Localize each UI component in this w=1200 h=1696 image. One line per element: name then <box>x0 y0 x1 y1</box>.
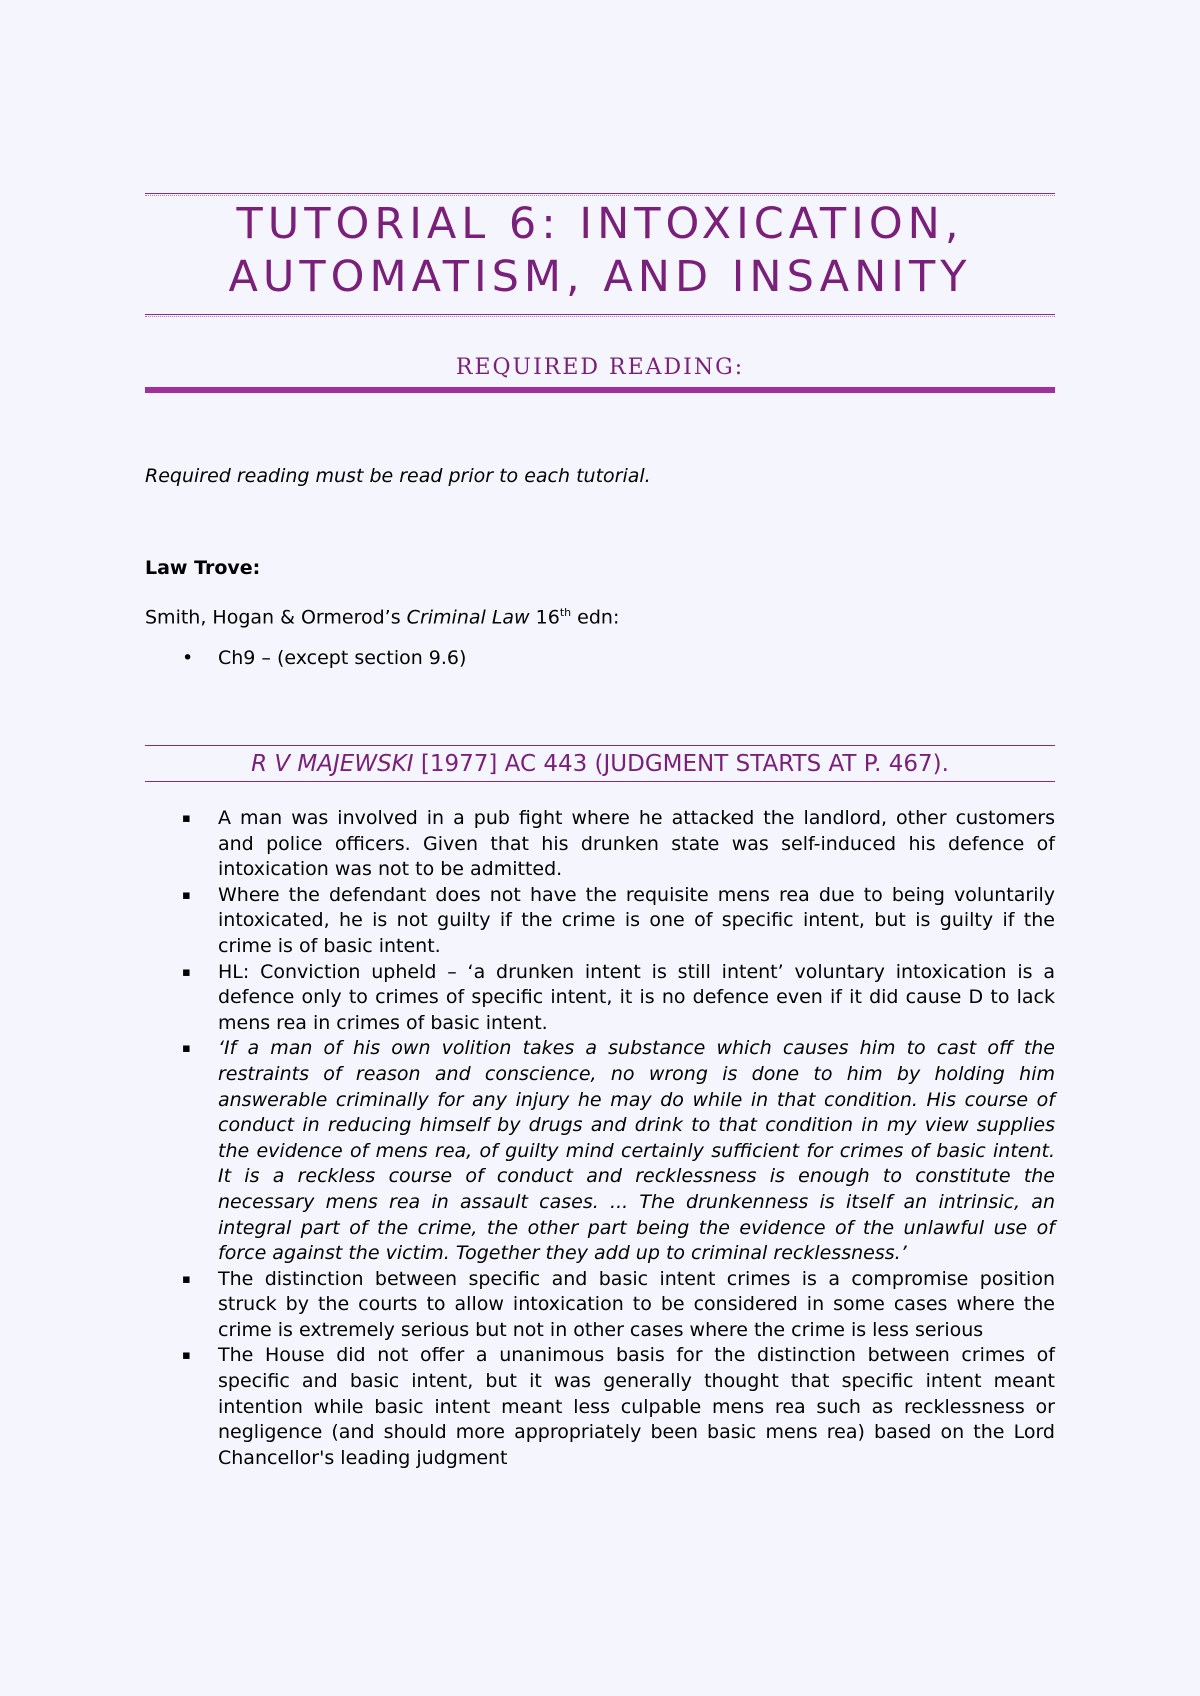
book-reference <box>145 600 1055 630</box>
title-top-rule <box>145 193 1055 194</box>
case-section <box>145 745 1055 782</box>
case-point <box>145 960 1055 1037</box>
reading-list-item <box>145 646 1055 672</box>
title-bottom-rule <box>145 314 1055 315</box>
case-point-text: Where the defendant does not have the requisite mens rea due to being voluntarily intoxicated, he is not guilty if the crime is one of specific intent, but is guilty if the crime is of basic intent. <box>218 883 1055 957</box>
square-bullet-icon: ▪ <box>182 811 191 826</box>
square-bullet-icon: ▪ <box>182 1271 191 1287</box>
book-suffix: edn: <box>571 606 620 629</box>
book-edition-sup: th <box>559 606 572 619</box>
book-title: Criminal Law <box>406 606 530 629</box>
case-point <box>145 1036 1055 1266</box>
case-point-text: A man was involved in a pub fight where he attacked the landlord, other customers and police officers. Given that his drunken state was self-induced his defence of intoxication was not to be admitted. <box>218 807 1055 881</box>
required-reading-note: Required reading must be read prior to each tutorial. <box>145 465 651 487</box>
case-point-text: HL: Conviction upheld – ‘a drunken intent is still intent’ voluntary intoxication is a defence only to crimes of specific intent, it is no defence even if it did cause D to lack mens rea in crimes of basic intent. <box>218 960 1055 1034</box>
title-block <box>145 193 1055 315</box>
required-reading-rule <box>145 387 1055 393</box>
reading-list <box>145 646 1055 672</box>
square-bullet-icon: ▪ <box>182 964 191 980</box>
book-prefix: Smith, Hogan & Ormerod’s <box>145 606 407 629</box>
title-line-2: AUTOMATISM, AND INSANITY <box>228 252 972 302</box>
case-point-text: The House did not offer a unanimous basis for the distinction between crimes of specific and basic intent, but it was generally thought that specific intent meant intention while basic intent meant less culpable mens rea such as recklessness or negligence (and should more appropriately been basic mens rea) based on the Lord Chancellor's leading judgment <box>218 1344 1055 1469</box>
reading-item-text: Ch9 – (except section 9.6) <box>218 647 467 669</box>
square-bullet-icon: ▪ <box>182 1348 191 1364</box>
title-line-1: TUTORIAL 6: INTOXICATION, <box>236 199 964 249</box>
case-point <box>145 883 1055 960</box>
bullet-icon: • <box>182 647 194 669</box>
case-name: R V MAJEWSKI <box>251 751 414 777</box>
square-bullet-icon: ▪ <box>182 1041 191 1057</box>
required-reading-heading: REQUIRED READING: <box>455 355 745 380</box>
case-point <box>145 806 1055 883</box>
case-points-list <box>145 806 1055 1471</box>
page-title <box>145 198 1055 304</box>
book-edition-num: 16 <box>529 606 560 629</box>
source-label: Law Trove: <box>145 557 261 579</box>
case-heading <box>145 745 1055 782</box>
case-point-text: ‘If a man of his own volition takes a substance which causes him to cast off the restraints of reason and conscience, no wrong is done to him by holding him answerable criminally for any injury he may do while in that condition. His course of conduct in reducing himself by drugs and drink to that condition in my view supplies the evidence of mens rea, of guilty mind certainly sufficient for crimes of basic intent. It is a reckless course of conduct and recklessness is enough to constitute the necessary mens rea in assault cases. ... The drunkenness is itself an intrinsic, an integral part of the crime, the other part being the evidence of the unlawful use of force against the victim. Together they add up to criminal recklessness.’ <box>218 1037 1055 1265</box>
case-point <box>145 1267 1055 1344</box>
square-bullet-icon: ▪ <box>182 887 191 903</box>
case-citation: [1977] AC 443 (JUDGMENT STARTS AT P. 467). <box>413 751 949 777</box>
case-point <box>145 1343 1055 1471</box>
case-point-text: The distinction between specific and basic intent crimes is a compromise position struck by the courts to allow intoxication to be considered in some cases where the crime is extremely serious but not in other cases where the crime is less serious <box>218 1267 1055 1341</box>
